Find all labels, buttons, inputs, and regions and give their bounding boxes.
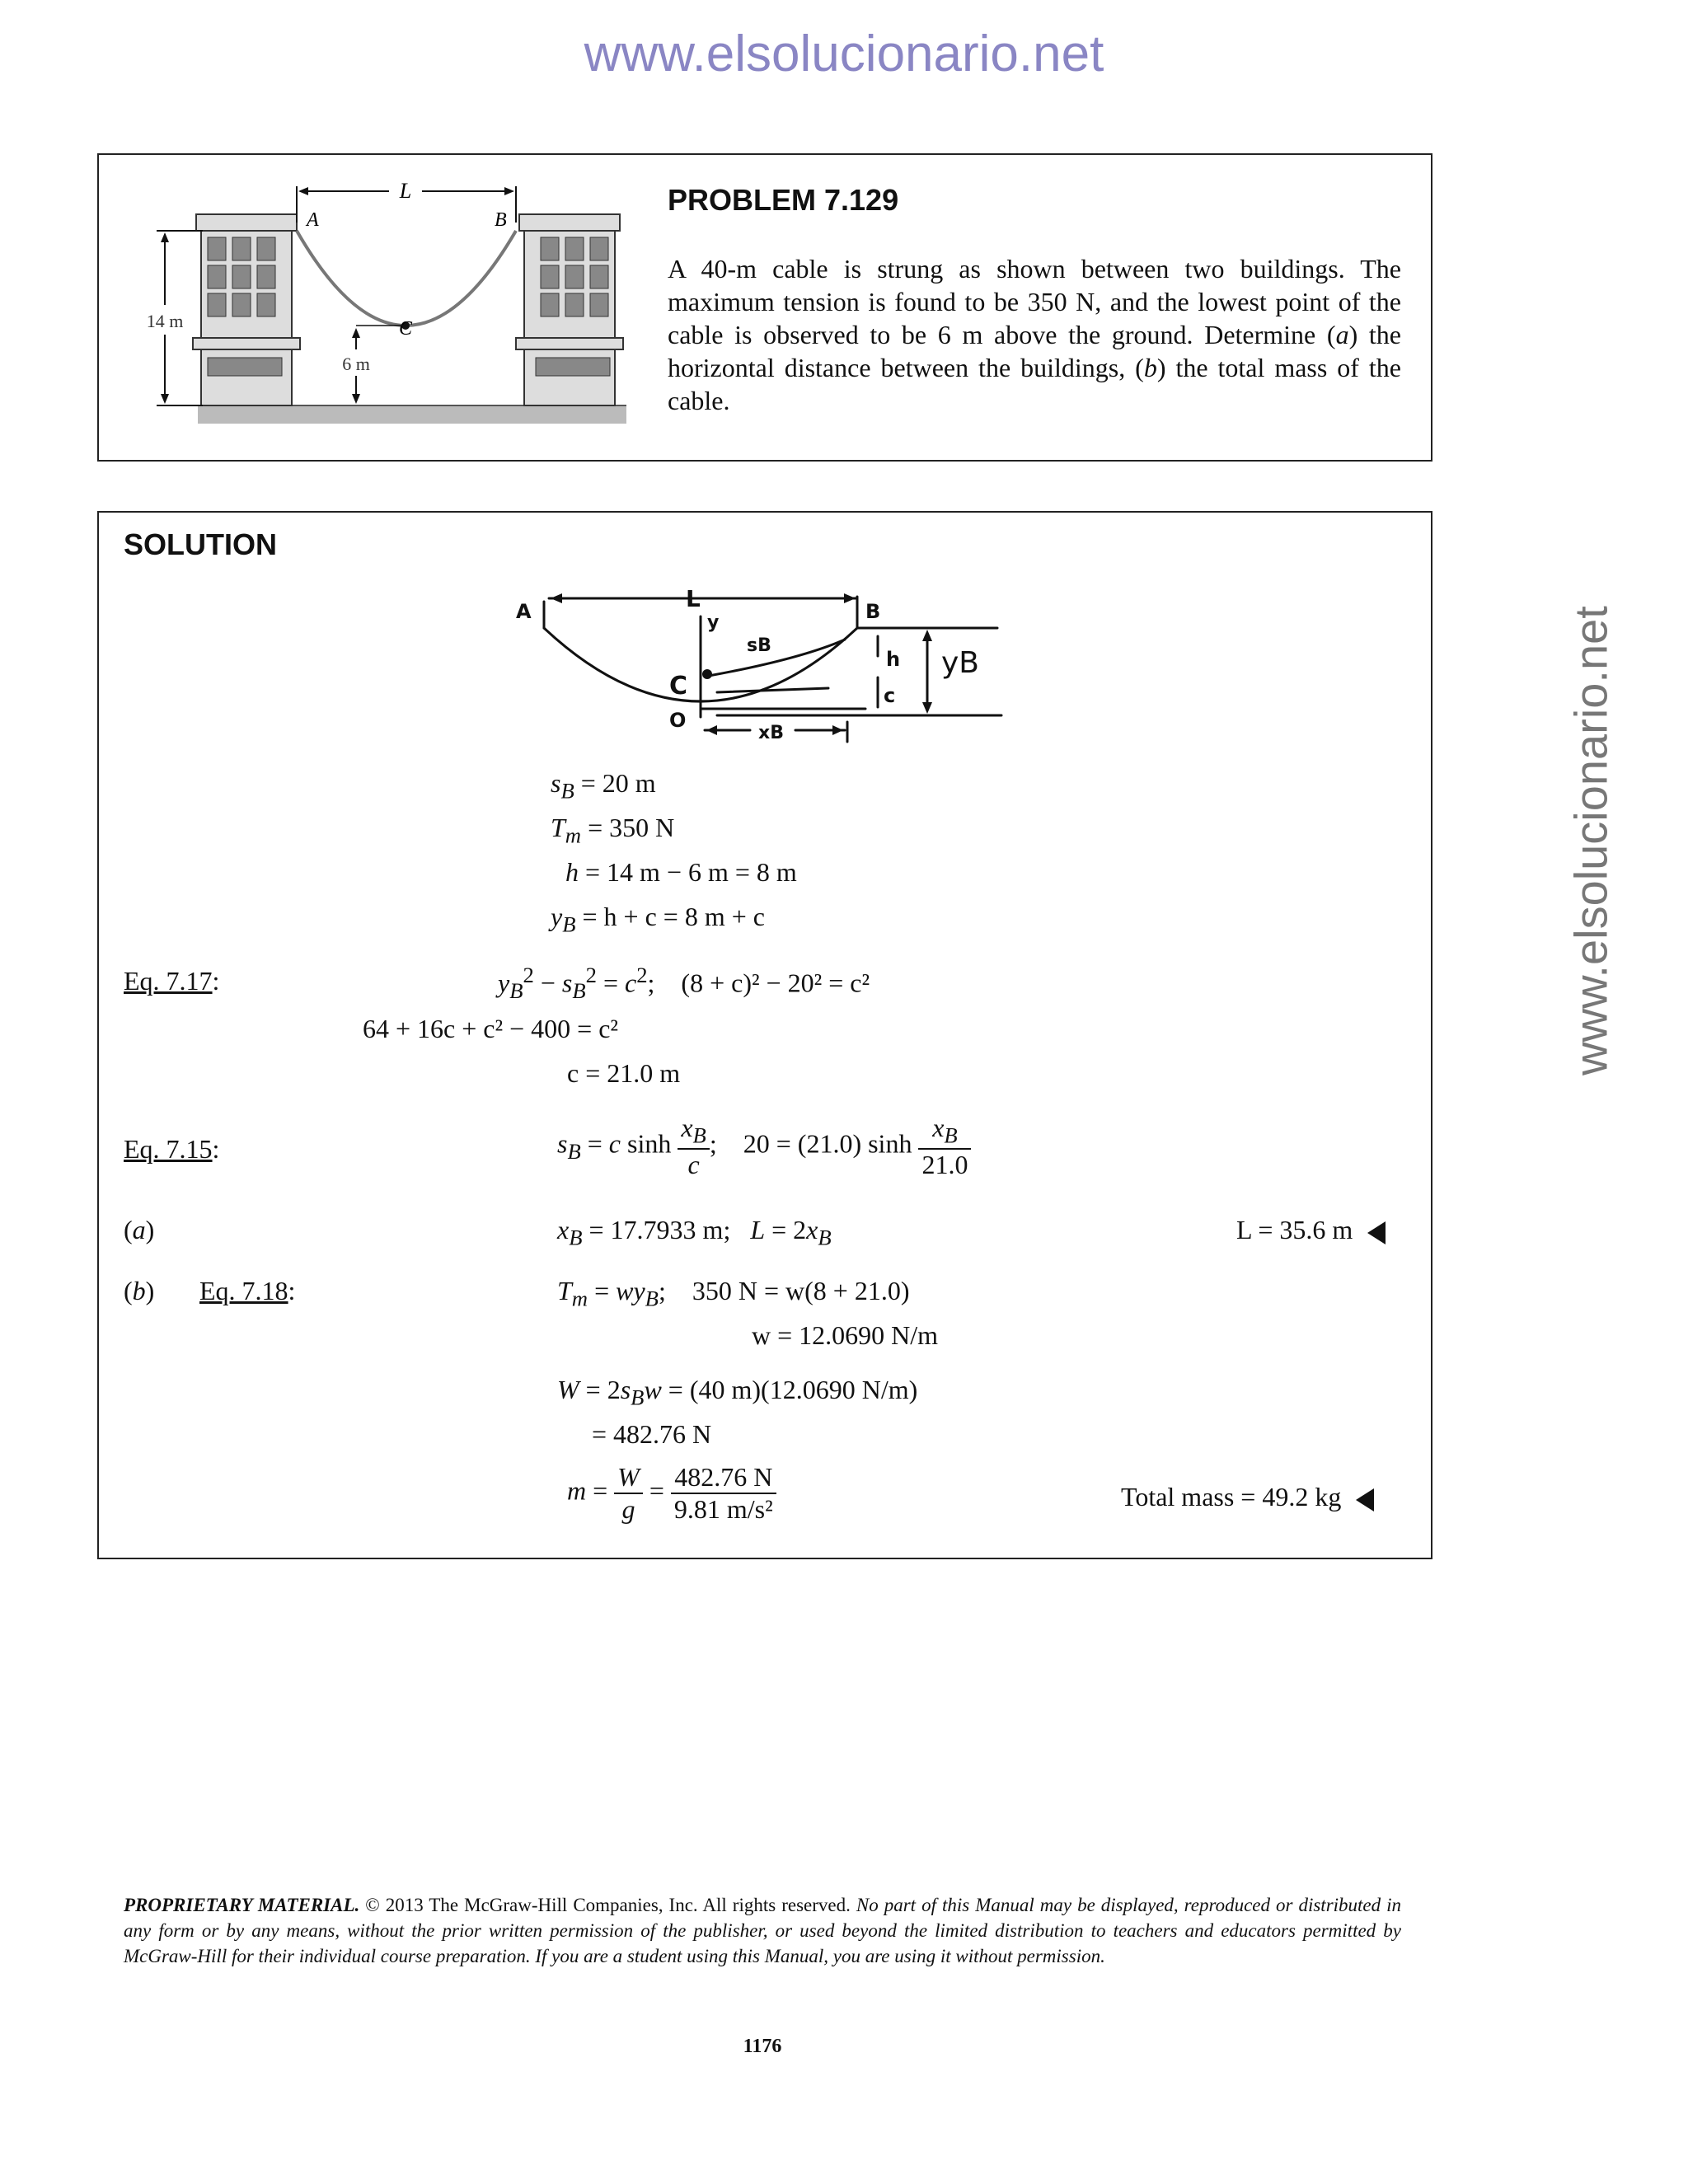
part-b-line3: $W = 2s_Bw = (40$ m)(12.0690 N/m) xyxy=(557,1375,918,1410)
eq717-line1: $y_B^2 - s_B^2 = c^2$; (8 + c)² − 20² = c² xyxy=(498,963,870,1004)
watermark-top[interactable]: www.elsolucionario.net xyxy=(584,26,1104,82)
sketch-label-sb: sB xyxy=(747,635,771,656)
part-a-calc: $x_B = 17.7933$ m; $L = 2x_B$ xyxy=(557,1215,832,1250)
given-tm: $T_m = 350$ N xyxy=(551,813,675,848)
label-14m: 14 m xyxy=(146,311,184,331)
part-b-eqlabel: Eq. 7.18: xyxy=(199,1276,296,1305)
label-a: A xyxy=(307,209,319,231)
part-b-line1: $T_m = wy_B$; 350 N = w(8 + 21.0) xyxy=(557,1276,910,1311)
given-sb: $s_B = 20$ m xyxy=(551,768,656,804)
ground xyxy=(198,405,626,424)
sketch-label-a: A xyxy=(516,600,532,623)
part-b-line4: = 482.76 N xyxy=(592,1419,712,1449)
sketch-label-c-dim: c xyxy=(884,684,896,707)
sketch-label-b: B xyxy=(865,600,881,623)
sketch-label-c-point: C xyxy=(669,672,688,701)
part-a-result: L = 35.6 m xyxy=(1236,1215,1386,1245)
problem-title: PROBLEM 7.129 xyxy=(668,183,899,217)
part-b-mass-formula: m = $\frac{W}{g}$ = $\frac{482.76 N}{\text{9.81 m/s²}}$ xyxy=(567,1462,776,1525)
problem-statement: A 40-m cable is strung as shown between two buildings. The maximum tension is found to be 350 N, and the lowest point of the cable is observed to be 6 m above the ground. Determine (a) the horizontal distance between the buildings, (b) the total mass of the cable. xyxy=(668,254,1402,415)
part-b-result: Total mass = 49.2 kg xyxy=(1121,1482,1374,1512)
sketch-label-y: y xyxy=(707,612,720,633)
page-number: 1176 xyxy=(743,2036,782,2057)
part-a-label: (a) xyxy=(124,1215,155,1244)
label-c: C xyxy=(399,318,413,340)
label-l: L xyxy=(399,179,412,203)
sketch-label-o: O xyxy=(669,709,687,732)
label-6m: 6 m xyxy=(342,354,370,374)
answer-marker-a xyxy=(1367,1221,1386,1244)
eq715-label: Eq. 7.15: xyxy=(124,1134,220,1164)
sketch-label-h: h xyxy=(886,648,901,671)
solution-title: SOLUTION xyxy=(124,527,277,561)
part-b-line2: w = 12.0690 N/m xyxy=(752,1320,939,1350)
answer-marker-b xyxy=(1356,1488,1374,1511)
problem-figure xyxy=(132,173,643,437)
given-h: h = 14 m − 6 m = 8 m xyxy=(565,857,797,887)
eq717-label: Eq. 7.17: xyxy=(124,966,220,996)
given-yb: $y_B = h + c = 8$ m + c xyxy=(551,902,765,937)
part-b-label: (b) xyxy=(124,1276,155,1305)
label-b: B xyxy=(495,209,507,231)
eq717-line2: 64 + 16c + c² − 400 = c² xyxy=(363,1014,618,1043)
sketch-label-xb: xB xyxy=(758,723,784,743)
sketch-label-yb: yB xyxy=(941,646,980,680)
eq717-line3: c = 21.0 m xyxy=(567,1058,681,1088)
solution-sketch xyxy=(503,577,1022,750)
cable-curve xyxy=(297,231,516,326)
footer-notice: PROPRIETARY MATERIAL. © 2013 The McGraw-Hill Companies, Inc. All rights reserved. No part of this Manual may be displayed, reproduced or distributed in any form or by any means, without the prior written permission of the publisher, or used beyond the limited distribution to teachers and educators permitted by McGraw-Hill for their individual course preparation. If you are a student using this Manual, you are using it without permission. xyxy=(124,1895,1402,1966)
sketch-label-l: L xyxy=(686,585,701,612)
eq715-formula: $s_B = c$ sinh $\frac{x_B}{c}$ ; 20 = (21.0) sinh $\frac{x_B}{21.0}$ xyxy=(557,1113,971,1180)
watermark-side-text[interactable]: www.elsolucionario.net xyxy=(1564,606,1617,1076)
